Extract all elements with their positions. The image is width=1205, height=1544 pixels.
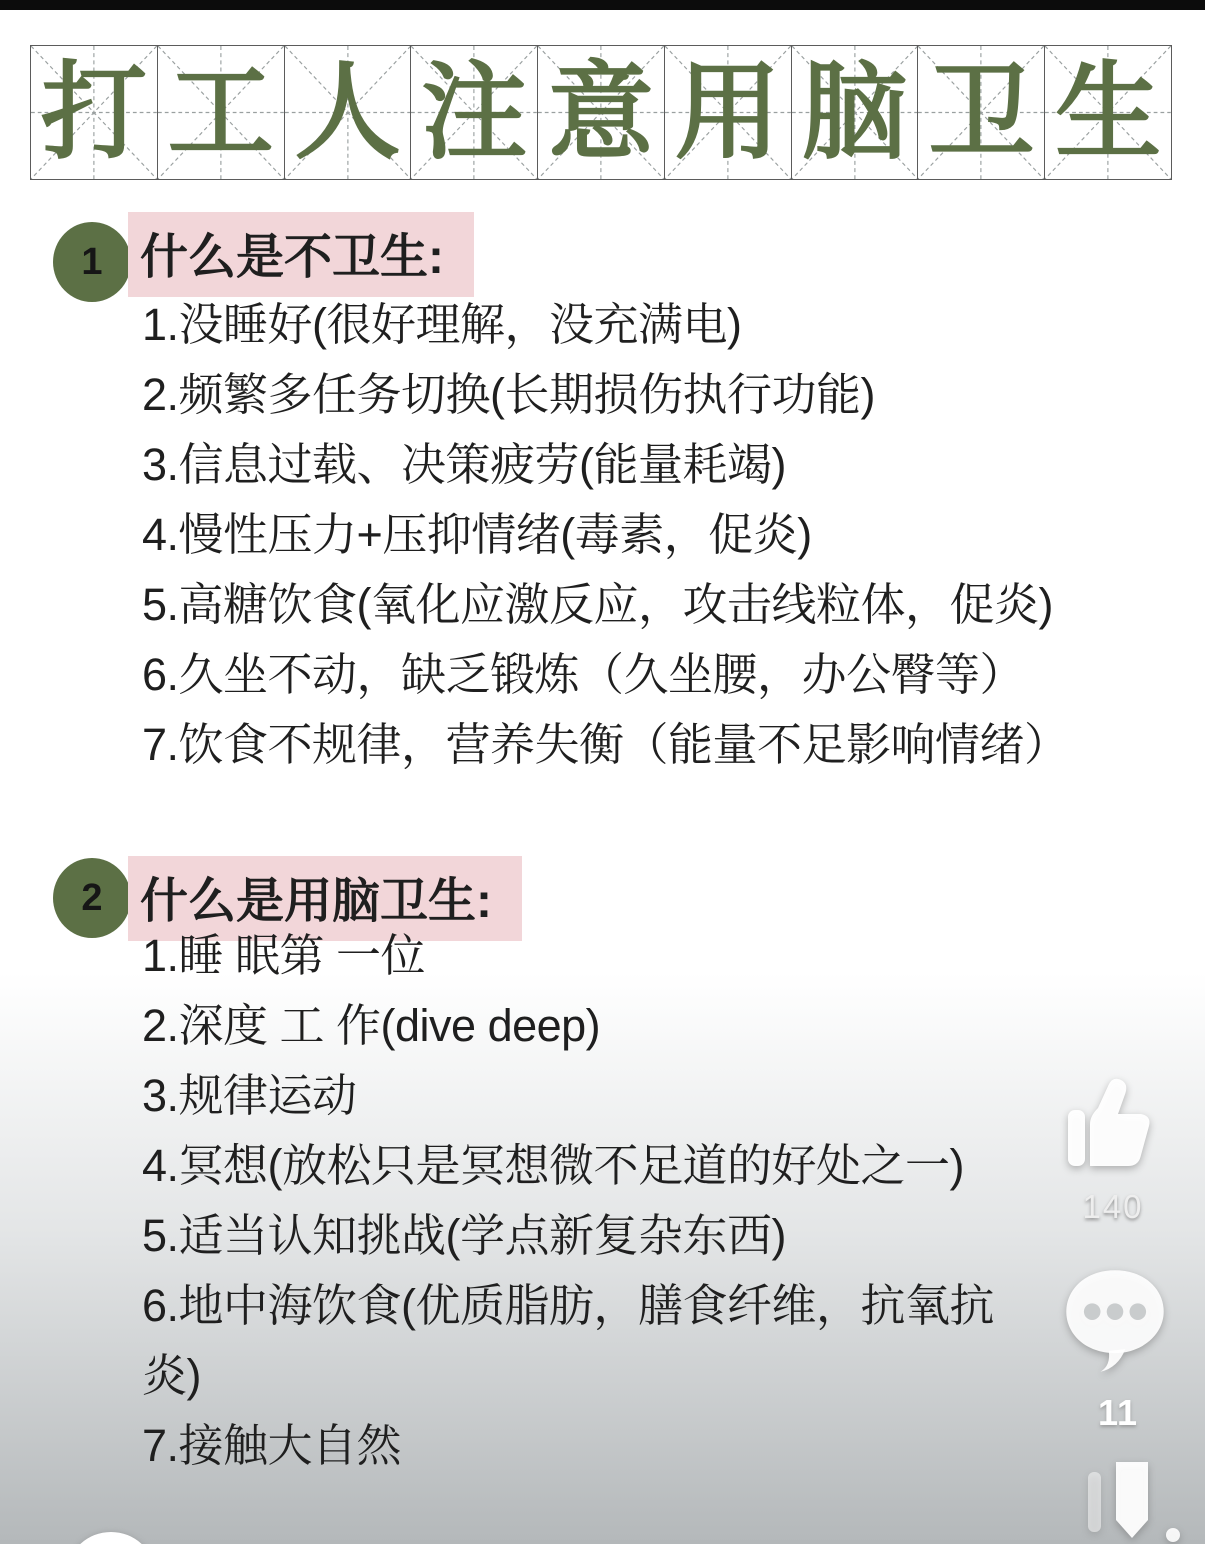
title-cell [918,46,1045,179]
section-2-list [142,916,994,1476]
top-bar [0,0,1205,10]
list-item: 1.睡 眠第 一位 [142,929,426,981]
title-cell [31,46,158,179]
title-character: 注 [421,53,528,172]
section-1-badge [53,222,131,302]
share-icon-partial[interactable] [1086,1462,1188,1544]
list-item: 5.适当认知挑战(学点新复杂东西) [142,1209,787,1261]
list-item: 4.冥想(放松只是冥想微不足道的好处之一) [142,1139,965,1191]
list-item: 炎) [142,1349,201,1401]
like-count: 140 [1082,1188,1144,1225]
list-item: 1.没睡好(很好理解，没充满电) [142,298,742,350]
list-item: 2.深度 工 作(dive deep) [142,999,601,1051]
section-2-heading-text: 什么是用脑卫生: [128,856,522,941]
section-1-number: 1 [81,240,103,283]
title-character: 生 [1055,53,1162,172]
list-item: 7.饮食不规律，营养失衡（能量不足影响情绪） [142,718,1069,770]
title-cell [158,46,285,179]
section-2-badge [53,858,131,938]
title-character: 意 [548,53,655,172]
section-2-number: 2 [81,876,103,919]
list-item: 4.慢性压力+压抑情绪(毒素，促炎) [142,508,812,560]
title-character: 打 [40,53,147,172]
list-item: 2.频繁多任务切换(长期损伤执行功能) [142,368,876,420]
list-item: 3.规律运动 [142,1069,357,1121]
title-cell [665,46,792,179]
title-character: 脑 [801,53,908,172]
title-cell [285,46,412,179]
title-character: 工 [167,53,274,172]
title-cell [538,46,665,179]
list-item: 6.地中海饮食(优质脂肪，膳食纤维，抗氧抗 [142,1279,995,1331]
comment-icon[interactable] [1058,1264,1172,1378]
avatar-partial[interactable] [68,1532,154,1544]
section-1-heading-text: 什么是不卫生: [128,212,474,297]
title-character: 卫 [928,53,1035,172]
list-item: 3.信息过载、决策疲劳(能量耗竭) [142,438,787,490]
list-item: 6.久坐不动，缺乏锻炼（久坐腰，办公臀等） [142,648,1025,700]
title-character: 人 [294,53,401,172]
title-banner [30,45,1172,180]
title-cell [1045,46,1171,179]
like-icon[interactable] [1062,1070,1162,1174]
list-item: 5.高糖饮食(氧化应激反应，攻击线粒体，促炎) [142,578,1054,630]
title-character: 用 [674,53,781,172]
title-cell [792,46,919,179]
list-item: 7.接触大自然 [142,1419,402,1471]
comment-count: 11 [1097,1392,1139,1433]
title-cell [411,46,538,179]
section-1-list [142,285,1069,775]
